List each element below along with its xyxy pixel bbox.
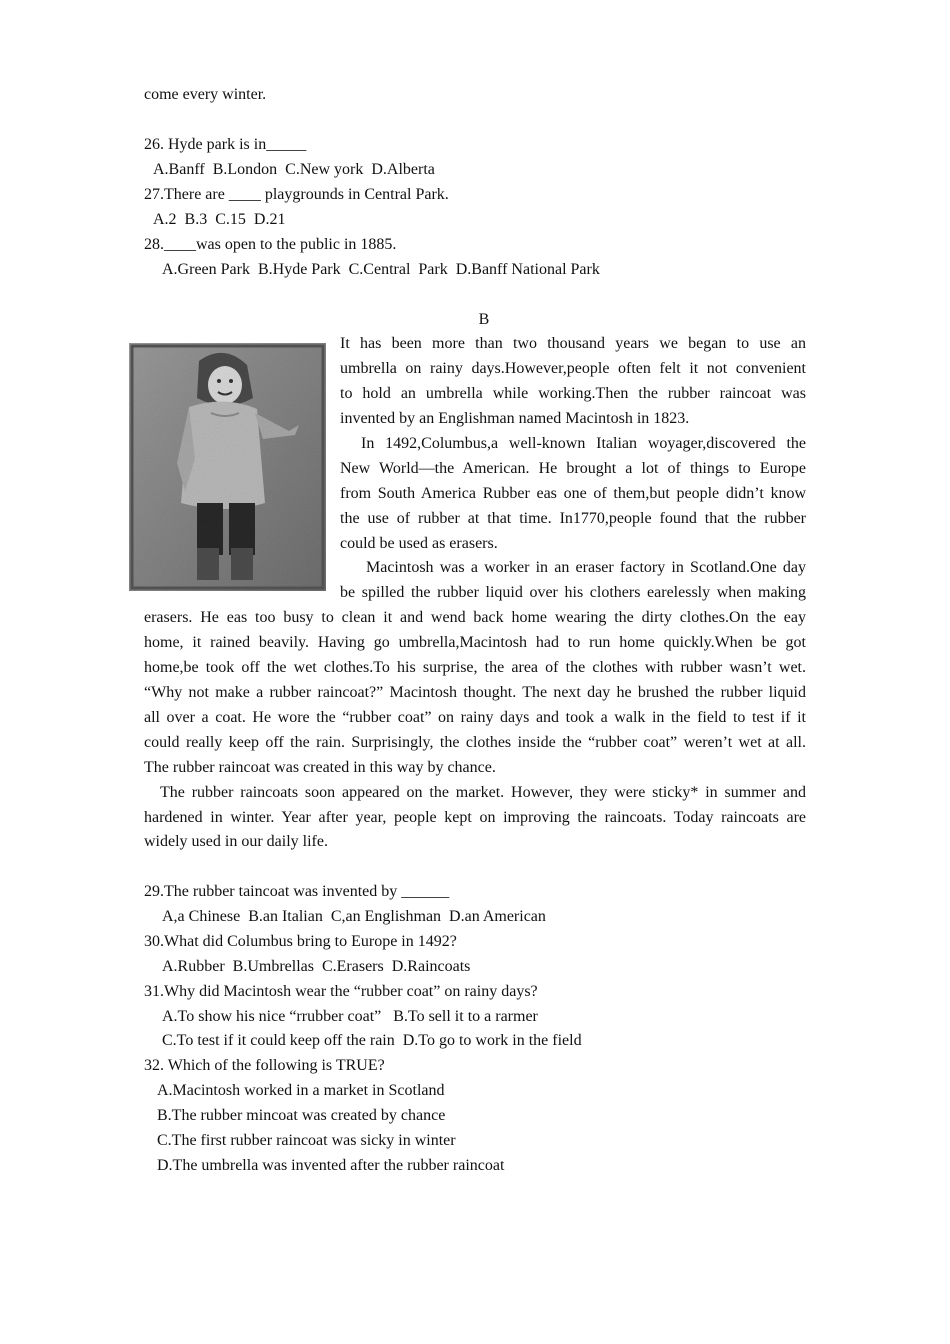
- passage-b-p1-line1: It has been more than two thousand years we began to use an: [340, 335, 806, 352]
- passage-a-tail: come every winter.: [144, 86, 267, 103]
- passage-b-p4-line1: The rubber raincoats soon appeared on the market. However, they were sticky* in summer and: [160, 784, 806, 801]
- question-29-stem: 29.The rubber taincoat was invented by ______: [144, 883, 450, 900]
- passage-b-p1-line3: to hold an umbrella while working.Then the rubber raincoat was: [340, 385, 806, 402]
- passage-b-p3-line5: home,be took off the wet clothes.To his surprise, the area of the clothes with rubber wasn’t wet.: [144, 659, 806, 676]
- question-26-options: A.Banff B.London C.New york D.Alberta: [153, 161, 435, 178]
- passage-b-p3-line8: could really keep off the rain. Surprisingly, the clothes inside the “rubber coat” weren’t wet at all.: [144, 734, 806, 751]
- passage-b-p4-line2: hardened in winter. Year after year, people kept on improving the raincoats. Today raincoats are: [144, 809, 806, 826]
- passage-b-p2-line1: In 1492,Columbus,a well-known Italian woyager,discovered the: [361, 435, 806, 452]
- passage-b-p3-line7: all over a coat. He wore the “rubber coat” on rainy days and took a walk in the field to test if it: [144, 709, 806, 726]
- question-26-stem: 26. Hyde park is in_____: [144, 136, 307, 153]
- question-32-option-d: D.The umbrella was invented after the rubber raincoat: [157, 1157, 505, 1174]
- question-31-options-1: A.To show his nice “rrubber coat” B.To sell it to a rarmer: [162, 1008, 538, 1025]
- question-32-option-b: B.The rubber mincoat was created by chance: [157, 1107, 446, 1124]
- passage-b-p3-line6: “Why not make a rubber raincoat?” Macintosh thought. The next day he brushed the rubber liquid: [144, 684, 806, 701]
- passage-b-p3-line4: home, it rained beavily. Having go umbrella,Macintosh had to run home quickly.When be got: [144, 634, 806, 651]
- question-28-stem: 28.____was open to the public in 1885.: [144, 236, 397, 253]
- passage-b-p3-line1: Macintosh was a worker in an eraser factory in Scotland.One day: [366, 559, 806, 576]
- question-32-option-c: C.The first rubber raincoat was sicky in winter: [157, 1132, 456, 1149]
- question-32-stem: 32. Which of the following is TRUE?: [144, 1057, 385, 1074]
- question-29-options: A,a Chinese B.an Italian C,an Englishman D.an American: [162, 908, 546, 925]
- passage-b-p2-line4: the use of rubber at that time. In1770,people found that the rubber: [340, 510, 806, 527]
- passage-b-p3-line2: be spilled the rubber liquid over his clothers earelessly when making: [340, 584, 806, 601]
- question-31-stem: 31.Why did Macintosh wear the “rubber coat” on rainy days?: [144, 983, 538, 1000]
- passage-b-p2-line5: could be used as erasers.: [340, 535, 498, 552]
- question-32-option-a: A.Macintosh worked in a market in Scotland: [157, 1082, 445, 1099]
- question-30-options: A.Rubber B.Umbrellas C.Erasers D.Raincoats: [162, 958, 471, 975]
- question-27-options: A.2 B.3 C.15 D.21: [153, 211, 286, 228]
- question-27-stem: 27.There are ____ playgrounds in Central Park.: [144, 186, 449, 203]
- passage-b-p3-line3: erasers. He eas too busy to clean it and wend back home wearing the dirty clothes.On the eay: [144, 609, 806, 626]
- passage-b-p1-line4: invented by an Englishman named Macintosh in 1823.: [340, 410, 690, 427]
- passage-b-p4-line3: widely used in our daily life.: [144, 833, 328, 850]
- raincoat-child-photo: [129, 343, 326, 591]
- question-31-options-2: C.To test if it could keep off the rain D.To go to work in the field: [162, 1032, 582, 1049]
- section-b-heading: B: [478, 311, 490, 328]
- question-30-stem: 30.What did Columbus bring to Europe in 1492?: [144, 933, 457, 950]
- question-28-options: A.Green Park B.Hyde Park C.Central Park D.Banff National Park: [162, 261, 600, 278]
- passage-b-p3-line9: The rubber raincoat was created in this way by chance.: [144, 759, 496, 776]
- passage-b-p2-line2: New World—the American. He brought a lot of things to Europe: [340, 460, 806, 477]
- passage-b-p1-line2: umbrella on rainy days.However,people often felt it not convenient: [340, 360, 806, 377]
- passage-b-p2-line3: from South America Rubber eas one of them,but people didn’t know: [340, 485, 806, 502]
